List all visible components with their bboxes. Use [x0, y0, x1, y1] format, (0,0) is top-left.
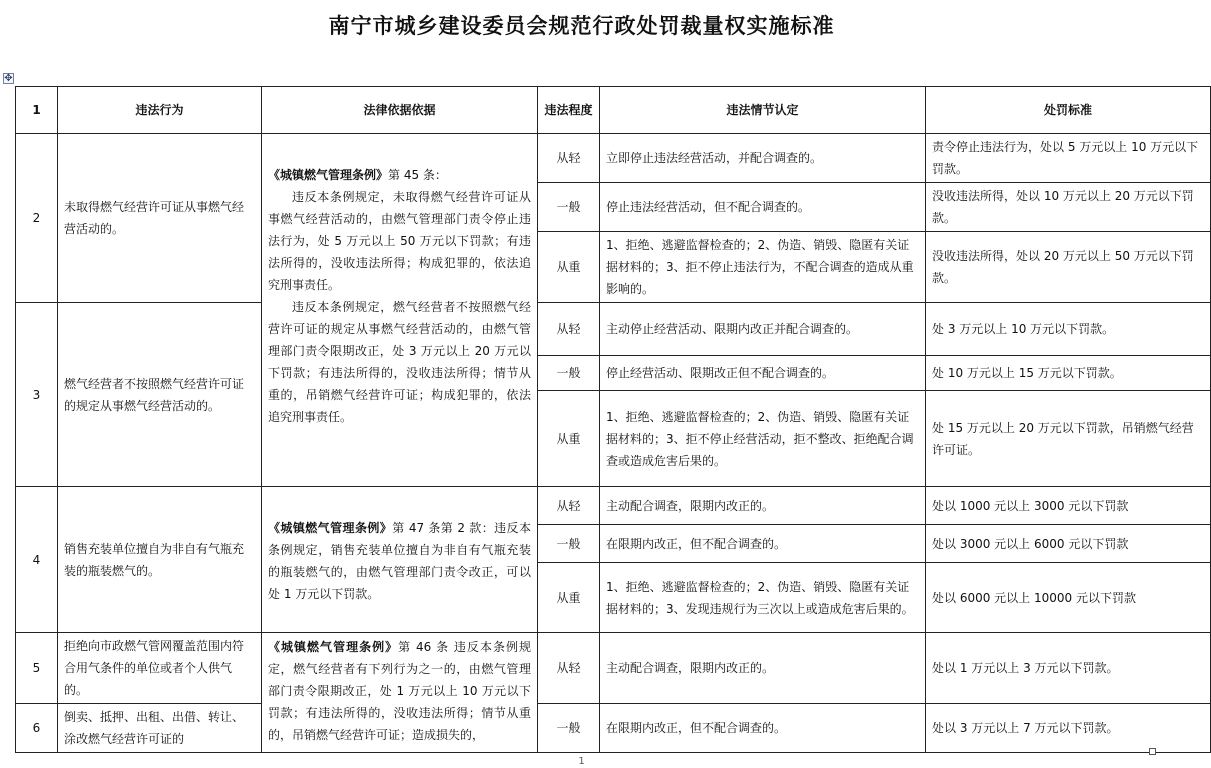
document-title: 南宁市城乡建设委员会规范行政处罚裁量权实施标准: [328, 13, 835, 38]
circumstance-text: 在限期内改正，但不配合调查的。: [600, 525, 926, 563]
circumstance-text: 主动配合调查，限期内改正的。: [600, 487, 926, 525]
table-resize-handle-icon[interactable]: [1149, 748, 1156, 755]
table-row: [16, 134, 1211, 183]
circumstance-text: 停止违法经营活动，但不配合调查的。: [600, 183, 926, 232]
circumstance-text: 主动停止经营活动、限期内改正并配合调查的。: [600, 303, 926, 356]
penalty-standards-table: [15, 86, 1211, 753]
penalty-text: 处以 3000 元以上 6000 元以下罚款: [926, 525, 1211, 563]
header-degree: 违法程度: [538, 87, 600, 134]
violation-degree: 从轻: [538, 633, 600, 704]
law-book-title: 《城镇燃气管理条例》: [268, 520, 393, 535]
law-paragraph: 第 47 条第 2 款：违反本条例规定，销售充装单位擅自为非自有气瓶充装的瓶装燃气的，由燃气管理部门责令改正，可以处 1 万元以下罚款。: [268, 520, 531, 601]
page-number: 1: [578, 756, 585, 767]
circumstance-text: 立即停止违法经营活动，并配合调查的。: [600, 134, 926, 183]
violation-behavior: 拒绝向市政燃气管网覆盖范围内符合用气条件的单位或者个人供气的。: [58, 633, 262, 704]
penalty-text: 处以 6000 元以上 10000 元以下罚款: [926, 563, 1211, 633]
item-number: 3: [16, 303, 58, 487]
violation-degree: 一般: [538, 525, 600, 563]
table-row: [16, 633, 1211, 704]
violation-degree: 从重: [538, 391, 600, 487]
circumstance-text: 停止经营活动、限期改正但不配合调查的。: [600, 356, 926, 391]
item-number: 5: [16, 633, 58, 704]
legal-basis-cell: [262, 134, 538, 487]
violation-behavior: 销售充装单位擅自为非自有气瓶充装的瓶装燃气的。: [58, 487, 262, 633]
violation-degree: 从重: [538, 563, 600, 633]
penalty-text: 处 3 万元以上 10 万元以下罚款。: [926, 303, 1211, 356]
penalty-text: 处以 3 万元以上 7 万元以下罚款。: [926, 704, 1211, 753]
violation-degree: 从重: [538, 232, 600, 303]
violation-degree: 从轻: [538, 487, 600, 525]
violation-degree: 从轻: [538, 134, 600, 183]
table-row: [16, 487, 1211, 525]
header-penalty: 处罚标准: [926, 87, 1211, 134]
violation-behavior: 倒卖、抵押、出租、出借、转让、涂改燃气经营许可证的: [58, 704, 262, 753]
table-row: [16, 704, 1211, 753]
violation-degree: 一般: [538, 704, 600, 753]
violation-degree: 一般: [538, 183, 600, 232]
circumstance-text: 1、拒绝、逃避监督检查的；2、伪造、销毁、隐匿有关证据材料的；3、拒不停止违法行为，不配合调查的造成从重影响的。: [600, 232, 926, 303]
circumstance-text: 主动配合调查，限期内改正的。: [600, 633, 926, 704]
violation-behavior: 未取得燃气经营许可证从事燃气经营活动的。: [58, 134, 262, 303]
header-num: 1: [16, 87, 58, 134]
item-number: 4: [16, 487, 58, 633]
law-article: 第 45 条：: [388, 168, 447, 182]
legal-basis-cell: [262, 633, 538, 753]
law-book-title: 《城镇燃气管理条例》: [268, 168, 389, 182]
table-row: [16, 303, 1211, 356]
header-behavior: 违法行为: [58, 87, 262, 134]
penalty-text: 没收违法所得，处以 10 万元以上 20 万元以下罚款。: [926, 183, 1211, 232]
penalty-text: 没收违法所得，处以 20 万元以上 50 万元以下罚款。: [926, 232, 1211, 303]
penalty-text: 处以 1 万元以上 3 万元以下罚款。: [926, 633, 1211, 704]
circumstance-text: 1、拒绝、逃避监督检查的；2、伪造、销毁、隐匿有关证据材料的；3、拒不停止经营活动，拒不整改、拒绝配合调查或造成危害后果的。: [600, 391, 926, 487]
header-law: 法律依据依据: [262, 87, 538, 134]
penalty-text: 责令停止违法行为，处以 5 万元以上 10 万元以下罚款。: [926, 134, 1211, 183]
item-number: 2: [16, 134, 58, 303]
law-paragraph: 违反本条例规定，燃气经营者不按照燃气经营许可证的规定从事燃气经营活动的，由燃气管理部门责令限期改正，处 3 万元以上 20 万元以下罚款；有违法所得的，没收违法所得；情节从重的，吊销燃气经营许可证；构成犯罪的，依法追究刑事责任。: [268, 300, 531, 424]
item-number: 6: [16, 704, 58, 753]
header-circumstance: 违法情节认定: [600, 87, 926, 134]
law-paragraph: 第 46 条 违反本条例规定，燃气经营者有下列行为之一的，由燃气管理部门责令限期改正，处 1 万元以上 10 万元以下罚款；有违法所得的，没收违法所得；情节从重的，吊销燃气经营许可证；造成损失的，: [268, 640, 531, 742]
table-header-row: [16, 87, 1211, 134]
circumstance-text: 1、拒绝、逃避监督检查的；2、伪造、销毁、隐匿有关证据材料的；3、发现违规行为三次以上或造成危害后果的。: [600, 563, 926, 633]
law-book-title: 《城镇燃气管理条例》: [268, 640, 399, 654]
legal-basis-cell: [262, 487, 538, 633]
table-move-handle-icon[interactable]: ✥: [4, 73, 13, 84]
violation-behavior: 燃气经营者不按照燃气经营许可证的规定从事燃气经营活动的。: [58, 303, 262, 487]
circumstance-text: 在限期内改正，但不配合调查的。: [600, 704, 926, 753]
violation-degree: 从轻: [538, 303, 600, 356]
law-paragraph: 违反本条例规定，未取得燃气经营许可证从事燃气经营活动的，由燃气管理部门责令停止违法行为，处 5 万元以上 50 万元以下罚款；有违法所得的，没收违法所得；构成犯罪的，依法追究刑事责任。: [268, 190, 531, 292]
penalty-text: 处 15 万元以上 20 万元以下罚款，吊销燃气经营许可证。: [926, 391, 1211, 487]
penalty-text: 处以 1000 元以上 3000 元以下罚款: [926, 487, 1211, 525]
violation-degree: 一般: [538, 356, 600, 391]
penalty-text: 处 10 万元以上 15 万元以下罚款。: [926, 356, 1211, 391]
